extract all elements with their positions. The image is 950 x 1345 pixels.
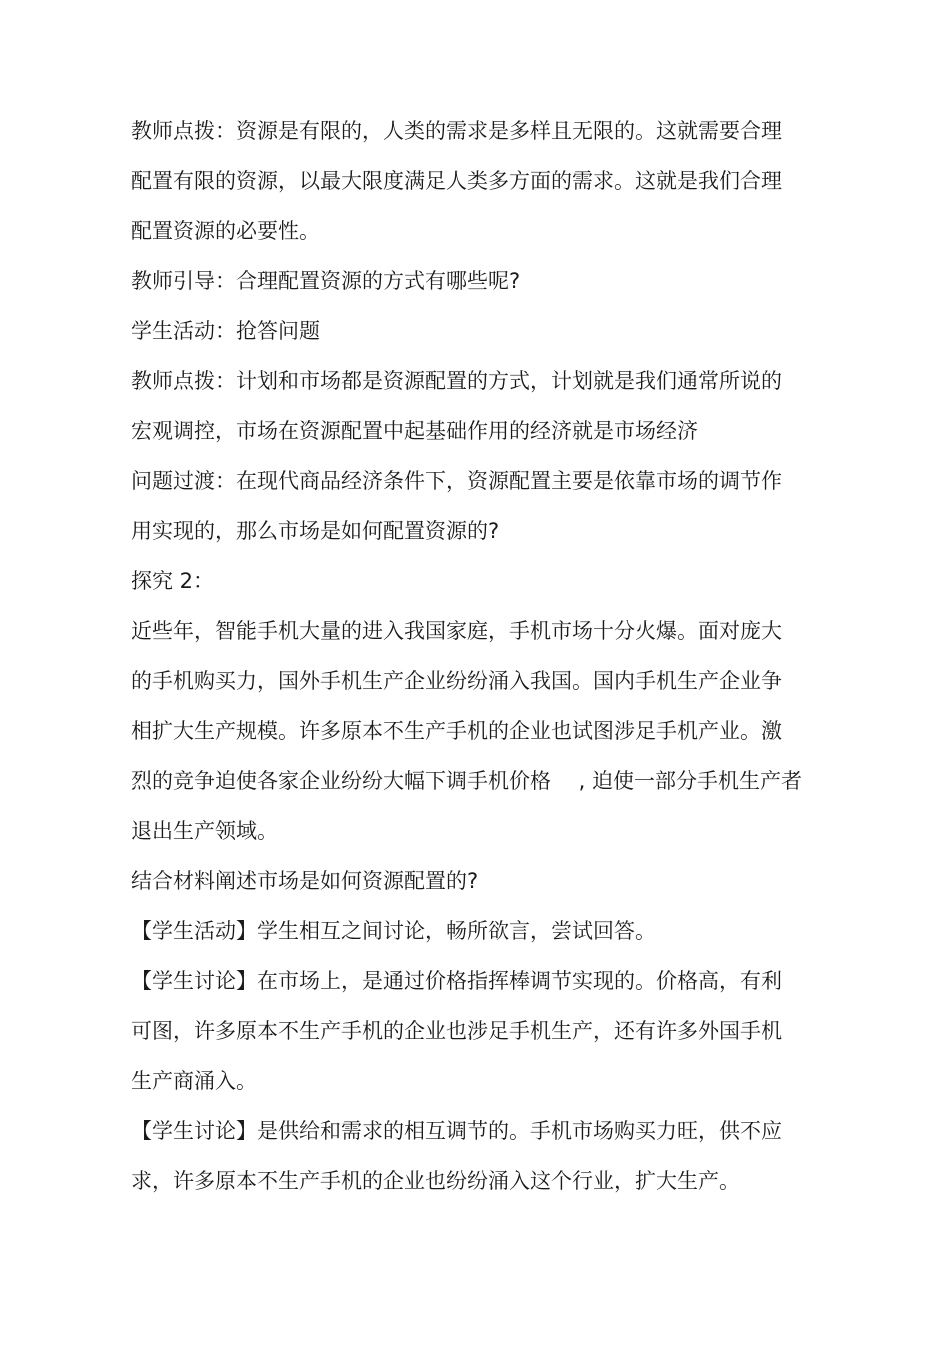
text-line-10: 探究 2：	[131, 569, 215, 593]
text-line-15: 退出生产领域。	[131, 819, 278, 843]
text-line-9: 用实现的，那么市场是如何配置资源的?	[131, 519, 500, 543]
text-line-1: 教师点拨：资源是有限的，人类的需求是多样且无限的。这就需要合理	[131, 119, 782, 143]
text-line-22: 求，许多原本不生产手机的企业也纷纷涌入这个行业，扩大生产。	[131, 1169, 740, 1193]
text-line-20: 生产商涌入。	[131, 1069, 257, 1093]
text-line-11: 近些年，智能手机大量的进入我国家庭，手机市场十分火爆。面对庞大	[131, 619, 782, 643]
text-line-17: 【学生活动】学生相互之间讨论，畅所欲言，尝试回答。	[131, 919, 656, 943]
text-line-3: 配置资源的必要性。	[131, 219, 320, 243]
text-line-5: 学生活动：抢答问题	[131, 319, 320, 343]
text-line-14: 烈的竞争迫使各家企业纷纷大幅下调手机价格 , 迫使一部分手机生产者	[131, 769, 803, 793]
text-line-8: 问题过渡：在现代商品经济条件下，资源配置主要是依靠市场的调节作	[131, 469, 782, 493]
text-line-6: 教师点拨：计划和市场都是资源配置的方式，计划就是我们通常所说的	[131, 369, 782, 393]
text-line-19: 可图，许多原本不生产手机的企业也涉足手机生产，还有许多外国手机	[131, 1019, 782, 1043]
text-line-13: 相扩大生产规模。许多原本不生产手机的企业也试图涉足手机产业。激	[131, 719, 782, 743]
text-line-4: 教师引导：合理配置资源的方式有哪些呢?	[131, 269, 521, 293]
text-line-7: 宏观调控，市场在资源配置中起基础作用的经济就是市场经济	[131, 419, 698, 443]
text-line-12: 的手机购买力，国外手机生产企业纷纷涌入我国。国内手机生产企业争	[131, 669, 782, 693]
text-line-21: 【学生讨论】是供给和需求的相互调节的。手机市场购买力旺，供不应	[131, 1119, 782, 1143]
text-line-16: 结合材料阐述市场是如何资源配置的?	[131, 869, 479, 893]
text-line-18: 【学生讨论】在市场上，是通过价格指挥棒调节实现的。价格高，有利	[131, 969, 782, 993]
text-line-2: 配置有限的资源，以最大限度满足人类多方面的需求。这就是我们合理	[131, 169, 782, 193]
